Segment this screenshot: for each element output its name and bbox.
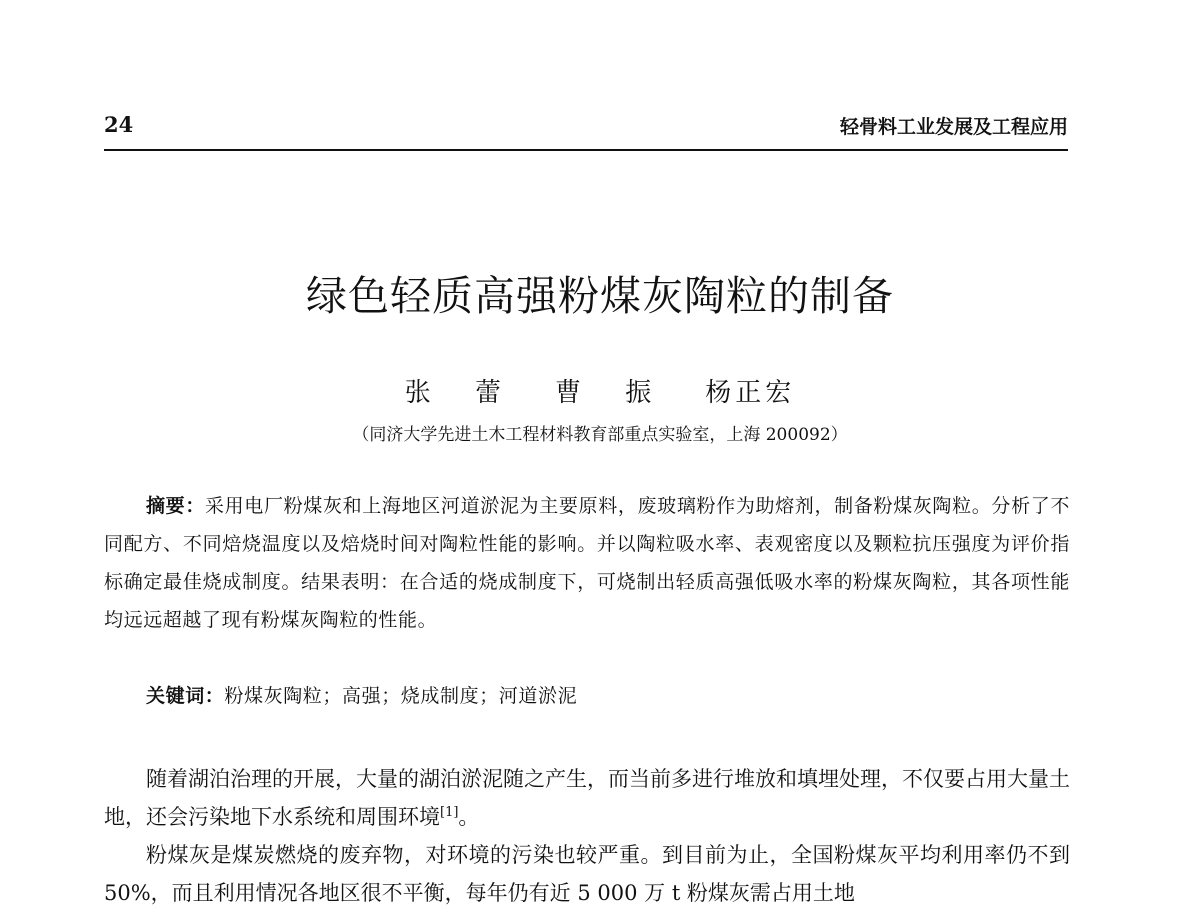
journal-name: 轻骨料工业发展及工程应用: [839, 116, 1068, 138]
affiliation: （同济大学先进土木工程材料教育部重点实验室，上海 200092）: [352, 425, 848, 445]
article-title: 绿色轻质高强粉煤灰陶粒的制备: [306, 272, 894, 320]
keywords-label: 关键词：: [146, 685, 225, 707]
paragraph: [104, 760, 1070, 836]
author-list: [0, 372, 1200, 409]
citation-ref: [1]: [440, 805, 459, 820]
header-rule: [104, 149, 1068, 151]
paragraph-1-end: 。: [458, 805, 480, 829]
abstract: [104, 487, 1070, 639]
keywords-text: 粉煤灰陶粒；高强；烧成制度；河道淤泥: [224, 685, 578, 707]
body-text: [104, 760, 1070, 912]
paragraph: 粉煤灰是煤炭燃烧的废弃物，对环境的污染也较严重。到目前为止，全国粉煤灰平均利用率仍不到50%，而且利用情况各地区很不平衡，每年仍有近 5 000 万 t 粉煤灰需占用土地: [104, 843, 1070, 905]
author-2: 曹 振: [554, 378, 670, 408]
keywords: [146, 681, 577, 708]
abstract-label: 摘要：: [146, 495, 205, 517]
author-1: 张 蕾: [404, 378, 519, 408]
paragraph-1-text: 随着湖泊治理的开展，大量的湖泊淤泥随之产生，而当前多进行堆放和填埋处理，不仅要占用大量土地，还会污染地下水系统和周围环境: [104, 767, 1070, 829]
page-number: 24: [104, 112, 134, 137]
author-3: 杨正宏: [705, 378, 796, 408]
abstract-text: 采用电厂粉煤灰和上海地区河道淤泥为主要原料，废玻璃粉作为助熔剂，制备粉煤灰陶粒。分析了不同配方、不同焙烧温度以及焙烧时间对陶粒性能的影响。并以陶粒吸水率、表观密度以及颗粒抗压强度为评价指标确定最佳烧成制度。结果表明：在合适的烧成制度下，可烧制出轻质高强低吸水率的粉煤灰陶粒，其各项性能均远远超越了现有粉煤灰陶粒的性能。: [104, 495, 1070, 631]
